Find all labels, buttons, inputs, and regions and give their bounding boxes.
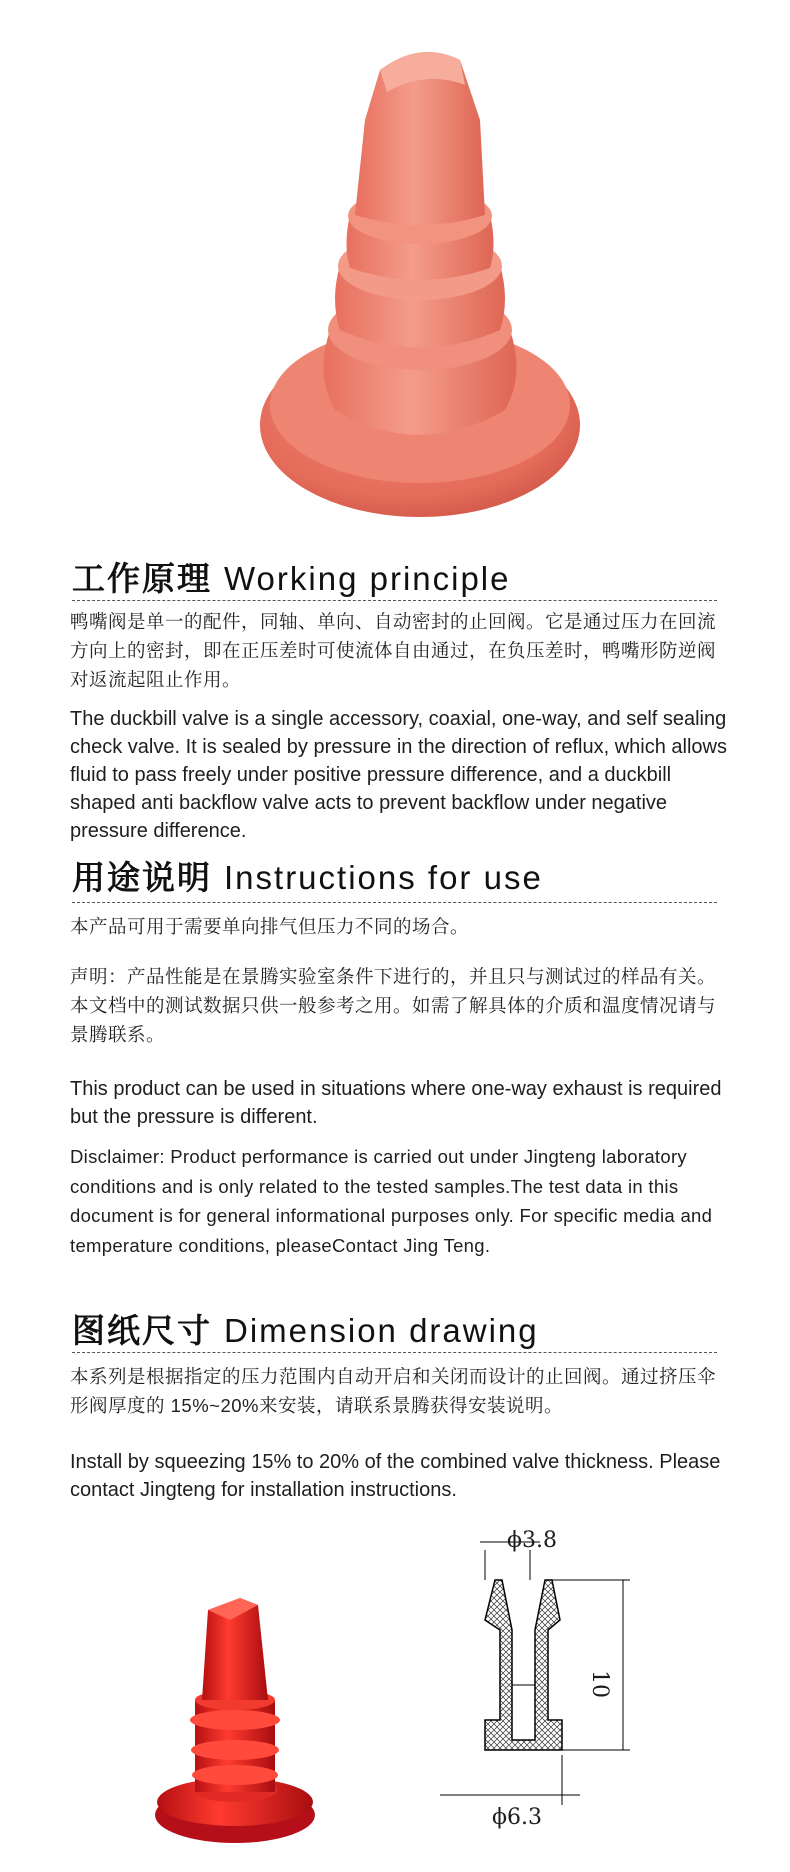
dimension-base-width: ϕ6.3 [492,1805,542,1830]
section-divider [72,1352,717,1353]
instructions-text-en: This product can be used in situations where one-way exhaust is required but the pressure is different. [70,1078,722,1128]
valve-dimension-drawing [440,1520,660,1870]
working-principle-text-cn: 鸭嘴阀是单一的配件，同轴、单向、自动密封的止回阀。它是通过压力在回流方向上的密封，即在正压差时可使流体自由通过，在负压差时，鸭嘴形防逆阀对返流起阻止作用。 [70,611,717,690]
dimension-text-cn: 本系列是根据指定的压力范围内自动开启和关闭而设计的止回阀。通过挤压伞形阀厚度的 15%~20%来安装，请联系景腾获得安装说明。 [70,1366,717,1416]
dimension-text-en: Install by squeezing 15% to 20% of the combined valve thickness. Please contact Jingteng for installation instructions. [70,1451,721,1501]
dimension-top-width: ϕ3.8 [507,1528,557,1553]
section-divider [72,600,717,601]
section-divider [72,902,717,903]
disclaimer-text-cn: 声明：产品性能是在景腾实验室条件下进行的，并且只与测试过的样品有关。本文档中的测试数据只供一般参考之用。如需了解具体的介质和温度情况请与景腾联系。 [70,966,717,1045]
working-principle-text-en: The duckbill valve is a single accessory, coaxial, one-way, and self sealing check valve. It is sealed by pressure in the direction of reflux, which allows fluid to pass freely under positive pressure difference, and a duckbill shaped anti backflow valve acts to prevent backflow under negative pressure difference. [70,708,727,842]
disclaimer-text-en: Disclaimer: Product performance is carried out under Jingteng laboratory conditions and is only related to the tested samples.The test data in this document is for general informational purposes only. For specific media and temperature conditions, pleaseContact Jing Teng. [70,1146,713,1256]
duckbill-valve-photo [255,30,585,530]
section-heading-instructions: 用途说明 Instructions for use [72,859,543,896]
dimension-height: 10 [587,1670,612,1698]
valve-3d-render [150,1570,320,1855]
section-heading-working-principle: 工作原理 Working principle [72,560,511,597]
instructions-text-cn: 本产品可用于需要单向排气但压力不同的场合。 [70,916,470,937]
section-heading-dimension-drawing: 图纸尺寸 Dimension drawing [72,1312,539,1349]
